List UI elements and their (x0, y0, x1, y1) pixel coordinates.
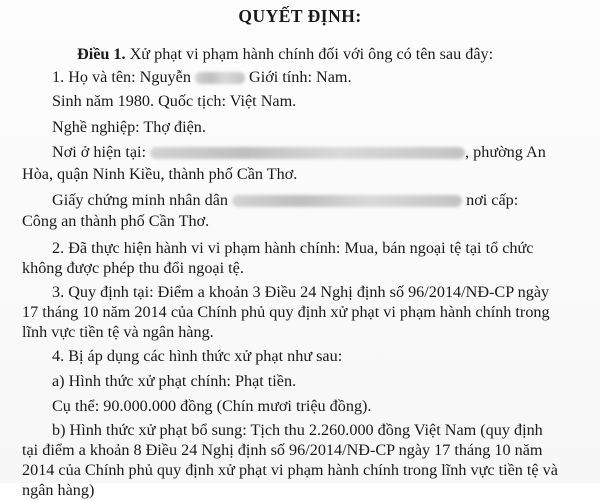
redacted-id (232, 195, 462, 207)
redacted-address (150, 147, 465, 159)
extra-penalty-line-2: tại điểm a khoản 8 Điều 24 Nghị định số 96/2014/NĐ-CP ngày 17 tháng 10 năm (22, 441, 543, 459)
address-label: Nơi ở hiện tại: (52, 143, 146, 161)
name-line (52, 67, 352, 87)
article-1-label: Điều 1. (77, 45, 126, 63)
address-line (52, 142, 546, 162)
job-line: Nghề nghiệp: Thợ điện. (52, 118, 206, 136)
id-line (52, 190, 518, 210)
item-2-line-2: không được phép thu đổi ngoại tệ. (22, 259, 244, 277)
address-line-2: Hòa, quận Ninh Kiều, thành phố Cần Thơ. (22, 165, 298, 183)
extra-penalty-line-4: ngân hàng) (22, 481, 95, 499)
address-ward: , phường An (465, 143, 546, 161)
document-title: QUYẾT ĐỊNH: (238, 6, 362, 26)
extra-penalty-line-1: b) Hình thức xử phạt bổ sung: Tịch thu 2.260.000 đồng Việt Nam (quy định (52, 421, 543, 439)
article-1-line (77, 44, 493, 64)
id-issuer-line: Công an thành phố Cần Thơ. (22, 212, 210, 230)
name-prefix: 1. Họ và tên: Nguyễn (52, 68, 191, 86)
item-3-line-2: 17 tháng 10 năm 2014 của Chính phủ quy định xử phạt vi phạm hành chính trong (22, 303, 550, 321)
redacted-name (195, 72, 245, 84)
main-penalty-line: a) Hình thức xử phạt chính: Phạt tiền. (52, 372, 297, 390)
article-1-text: Xử phạt vi phạm hành chính đối với ông có tên sau đây: (125, 45, 494, 63)
id-label: Giấy chứng minh nhân dân (52, 191, 229, 209)
amount-line: Cụ thể: 90.000.000 đồng (Chín mươi triệu đồng). (52, 397, 372, 415)
item-2-line-1: 2. Đã thực hiện hành vi vi phạm hành chính: Mua, bán ngoại tệ tại tổ chức (52, 239, 534, 257)
id-issuer-label: nơi cấp: (466, 191, 519, 209)
gender-text: Giới tính: Nam. (249, 68, 352, 86)
item-4-line-1: 4. Bị áp dụng các hình thức xử phạt như sau: (52, 347, 343, 365)
birth-line: Sinh năm 1980. Quốc tịch: Việt Nam. (52, 92, 297, 110)
item-3-line-3: lĩnh vực tiền tệ và ngân hàng. (22, 323, 214, 341)
item-3-line-1: 3. Quy định tại: Điểm a khoản 3 Điều 24 Nghị định số 96/2014/NĐ-CP ngày (52, 283, 550, 301)
extra-penalty-line-3: 2014 của Chính phủ quy định xử phạt vi phạm hành chính trong lĩnh vực tiền tệ và (22, 461, 558, 479)
